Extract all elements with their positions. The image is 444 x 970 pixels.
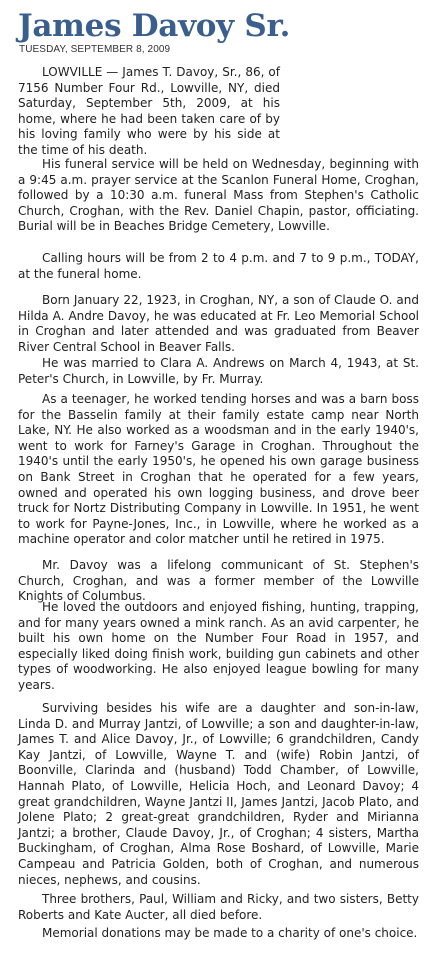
article-paragraph: Three brothers, Paul, William and Ricky, and two sisters, Betty Roberts and Kate Aucter, all died before. — [18, 892, 419, 922]
article-paragraph: Mr. Davoy was a lifelong communicant of St. Stephen's Church, Croghan, and was a former member of the Lowville Knights of Columbus. — [18, 558, 419, 604]
article-paragraph: His funeral service will be held on Wednesday, beginning with a 9:45 a.m. prayer service at the Scanlon Funeral Home, Croghan, followed by a 10:30 a.m. funeral Mass from Stephen's Catholic Church, Croghan, with the Rev. Daniel Chapin, pastor, officiating. Burial will be in Beaches Bridge Cemetery, Lowville. — [18, 157, 419, 234]
article-paragraph: Calling hours will be from 2 to 4 p.m. and 7 to 9 p.m., TODAY, at the funeral home. — [18, 251, 419, 281]
article-title: James Davoy Sr. — [18, 8, 291, 44]
article-paragraph: LOWVILLE — James T. Davoy, Sr., 86, of 7156 Number Four Rd., Lowville, NY, died Saturday, September 5th, 2009, at his home, where he had been taken care of by his loving family who were by his side at the time of his death. — [18, 65, 280, 157]
article-paragraph: He loved the outdoors and enjoyed fishing, hunting, trapping, and for many years owned a mink ranch. As an avid carpenter, he built his own home on the Number Four Road in 1957, and especially liked doing finish work, building gun cabinets and other types of woodworking. He also enjoyed league bowling for many years. — [18, 600, 419, 692]
article-date: TUESDAY, SEPTEMBER 8, 2009 — [19, 44, 171, 55]
article-paragraph: He was married to Clara A. Andrews on March 4, 1943, at St. Peter's Church, in Lowville, by Fr. Murray. — [18, 356, 419, 386]
article-paragraph: Surviving besides his wife are a daughter and son-in-law, Linda D. and Murray Jantzi, of Lowville; a son and daughter-in-law, James T. and Alice Davoy, Jr., of Lowville; 6 grandchildren, Candy Kay Jantzi, of Lowville, Wayne T. and (wife) Robin Jantzi, of Boonville, Clarinda and (husband) Todd Chamber, of Lowville, Hannah Plato, of Lowville, Helicia Hoch, and Leonard Davoy; 4 great grandchildren, Wayne Jantzi II, James Jantzi, Jacob Plato, and Jolene Plato; 2 great-great grandchildren, Ryder and Mirianna Jantzi; a brother, Claude Davoy, Jr., of Croghan; 4 sisters, Martha Buckingham, of Croghan, Alma Rose Boshard, of Lowville, Marie Campeau and Patricia Golden, both of Croghan, and numerous nieces, nephews, and cousins. — [18, 701, 419, 887]
article-paragraph: As a teenager, he worked tending horses and was a barn boss for the Basselin family at their family estate camp near North Lake, NY. He also worked as a woodsman and in the early 1940's, went to work for Farney's Garage in Croghan. Throughout the 1940's until the early 1950's, he opened his own garage business on Bank Street in Croghan that he operated for a few years, owned and operated his own logging business, and drove beer truck for Nortz Distributing Company in Lowville. In 1951, he went to work for Payne-Jones, Inc., in Lowville, where he worked as a machine operator and color matcher until he retired in 1975. — [18, 392, 419, 547]
article-paragraph: Memorial donations may be made to a charity of one's choice. — [42, 926, 418, 940]
article-paragraph: Born January 22, 1923, in Croghan, NY, a son of Claude O. and Hilda A. Andre Davoy, he was educated at Fr. Leo Memorial School in Croghan and later attended and was graduated from Beaver River Central School in Beaver Falls. — [18, 293, 419, 354]
